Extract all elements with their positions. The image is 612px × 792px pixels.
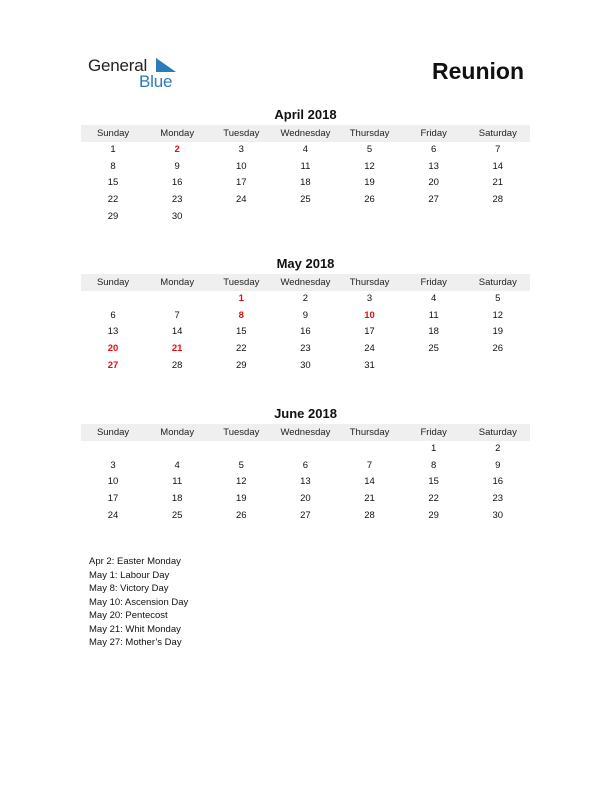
day-cell: 9	[174, 160, 180, 172]
holiday-item: Apr 2: Easter Monday	[89, 556, 181, 567]
day-cell: 11	[300, 160, 311, 172]
day-cell: 13	[300, 476, 311, 488]
day-cell: 26	[364, 194, 375, 206]
day-cell: 30	[171, 210, 183, 222]
weekday-label: Sunday	[96, 128, 130, 139]
day-cell: 23	[171, 194, 183, 206]
day-cell: 9	[495, 459, 501, 471]
day-cell: 15	[428, 476, 439, 488]
calendar-week-row	[81, 192, 530, 209]
day-cell: 5	[366, 144, 373, 155]
day-cell: 16	[171, 177, 183, 189]
day-cell: 12	[364, 160, 375, 172]
logo-text-blue: Blue	[139, 72, 173, 91]
empty-day-cell	[338, 209, 402, 226]
day-cell: 10	[107, 476, 119, 488]
holiday-day-cell: 2	[174, 144, 180, 155]
calendar-week-row	[81, 209, 530, 226]
calendar-week-row	[81, 175, 530, 192]
holiday-day-cell: 27	[107, 359, 119, 371]
empty-day-cell	[466, 358, 530, 375]
holiday-day-cell: 8	[238, 309, 244, 321]
calendar-week-row	[81, 441, 530, 458]
weekday-label: Wednesday	[280, 128, 331, 139]
day-cell: 8	[431, 459, 437, 471]
holiday-item: May 10: Ascension Day	[89, 596, 189, 608]
day-cell: 22	[236, 343, 247, 355]
day-cell: 10	[236, 160, 247, 172]
day-cell: 3	[110, 459, 116, 471]
day-cell: 4	[174, 459, 180, 471]
day-cell: 21	[364, 493, 375, 505]
day-cell: 18	[300, 177, 311, 189]
day-cell: 15	[107, 177, 119, 189]
weekday-label: Saturday	[478, 427, 517, 438]
day-cell: 6	[302, 459, 309, 471]
logo-text-general: General	[88, 56, 148, 75]
generalblue-logo	[88, 56, 188, 92]
day-cell: 1	[110, 144, 116, 155]
weekday-label: Wednesday	[280, 277, 331, 288]
empty-day-cell	[273, 441, 337, 458]
empty-day-cell	[81, 291, 145, 308]
weekday-label: Sunday	[96, 277, 130, 288]
month-june	[81, 406, 530, 524]
day-cell: 18	[171, 493, 183, 505]
weekday-label: Sunday	[96, 427, 130, 438]
day-cell: 24	[364, 343, 375, 355]
day-cell: 17	[364, 326, 375, 338]
calendar-grid	[81, 441, 530, 524]
day-cell: 27	[428, 194, 439, 206]
day-cell: 16	[492, 476, 504, 488]
month-title: June 2018	[274, 406, 337, 421]
day-cell: 7	[174, 309, 180, 321]
calendar-week-row	[81, 341, 530, 358]
day-cell: 24	[107, 509, 119, 521]
day-cell: 28	[364, 509, 375, 521]
calendar-week-row	[81, 474, 530, 491]
day-cell: 26	[492, 343, 504, 355]
month-may	[81, 256, 530, 374]
day-cell: 28	[492, 194, 504, 206]
weekday-label: Thursday	[349, 128, 390, 139]
month-april	[81, 107, 530, 225]
day-cell: 20	[428, 177, 439, 189]
day-cell: 2	[302, 293, 309, 304]
day-cell: 2	[495, 443, 501, 454]
holiday-list	[89, 555, 188, 650]
day-cell: 4	[302, 144, 309, 155]
holiday-day-cell: 20	[107, 343, 119, 355]
day-cell: 29	[428, 509, 439, 521]
month-title: April 2018	[274, 107, 337, 122]
calendar-week-row	[81, 159, 530, 176]
day-cell: 17	[236, 177, 247, 189]
day-cell: 1	[431, 443, 437, 454]
calendar-week-row	[81, 291, 530, 308]
calendar-week-row	[81, 142, 530, 159]
day-cell: 9	[302, 309, 309, 321]
weekday-label: Friday	[420, 427, 447, 438]
day-cell: 13	[428, 160, 439, 172]
day-cell: 4	[431, 293, 437, 304]
day-cell: 26	[236, 509, 247, 521]
holiday-item: May 27: Mother’s Day	[89, 637, 182, 648]
day-cell: 29	[107, 210, 119, 222]
weekday-label: Friday	[420, 128, 447, 139]
logo-triangle-icon	[156, 58, 176, 72]
day-cell: 19	[236, 493, 247, 505]
day-cell: 5	[495, 293, 501, 304]
holiday-item: May 8: Victory Day	[89, 583, 169, 594]
day-cell: 31	[364, 359, 375, 371]
day-cell: 12	[492, 309, 504, 321]
empty-day-cell	[81, 441, 145, 458]
weekday-label: Wednesday	[280, 427, 331, 438]
empty-day-cell	[466, 209, 530, 226]
day-cell: 8	[110, 160, 116, 172]
day-cell: 19	[492, 326, 504, 338]
holiday-item: May 21: Whit Monday	[89, 623, 181, 635]
day-cell: 5	[238, 459, 244, 471]
day-cell: 3	[366, 293, 373, 304]
day-cell: 16	[300, 326, 311, 338]
empty-day-cell	[273, 209, 337, 226]
calendar-grid	[81, 291, 530, 374]
day-cell: 29	[236, 359, 247, 371]
day-cell: 28	[171, 359, 183, 371]
day-cell: 21	[492, 177, 504, 189]
day-cell: 14	[171, 326, 183, 338]
empty-day-cell	[209, 209, 273, 226]
day-cell: 13	[107, 326, 119, 338]
day-cell: 27	[300, 509, 311, 521]
holiday-day-cell: 21	[171, 343, 183, 355]
day-cell: 14	[492, 160, 504, 172]
day-cell: 24	[236, 194, 247, 206]
weekday-label: Tuesday	[223, 277, 260, 288]
day-cell: 3	[238, 144, 244, 155]
weekday-label: Monday	[160, 277, 195, 288]
day-cell: 25	[171, 509, 183, 521]
empty-day-cell	[402, 358, 466, 375]
day-cell: 22	[107, 194, 119, 206]
holiday-item: May 1: Labour Day	[89, 569, 170, 581]
day-cell: 6	[110, 309, 116, 321]
empty-day-cell	[402, 209, 466, 226]
calendar-week-row	[81, 491, 530, 508]
day-cell: 7	[366, 459, 373, 471]
calendar-week-row	[81, 308, 530, 325]
day-cell: 19	[364, 177, 375, 189]
day-cell: 12	[236, 476, 247, 488]
day-cell: 6	[431, 144, 437, 155]
calendar-week-row	[81, 324, 530, 341]
country-title: Reunion	[432, 58, 524, 84]
day-cell: 30	[300, 359, 311, 371]
day-cell: 22	[428, 493, 439, 505]
day-cell: 30	[492, 509, 504, 521]
weekday-label: Thursday	[349, 427, 390, 438]
day-cell: 25	[428, 343, 439, 355]
holiday-item: May 20: Pentecost	[89, 610, 168, 621]
empty-day-cell	[145, 441, 209, 458]
calendar-grid	[81, 142, 530, 225]
empty-day-cell	[209, 441, 273, 458]
day-cell: 17	[107, 493, 119, 505]
holiday-day-cell: 1	[238, 293, 244, 304]
day-cell: 23	[492, 493, 504, 505]
empty-day-cell	[145, 291, 209, 308]
day-cell: 14	[364, 476, 375, 488]
weekday-label: Saturday	[478, 277, 517, 288]
day-cell: 20	[300, 493, 311, 505]
holiday-day-cell: 10	[364, 309, 375, 321]
weekday-header	[81, 274, 530, 291]
weekday-label: Monday	[160, 128, 195, 139]
empty-day-cell	[338, 441, 402, 458]
weekday-label: Monday	[160, 427, 195, 438]
calendar-week-row	[81, 458, 530, 475]
day-cell: 18	[428, 326, 439, 338]
month-title: May 2018	[276, 256, 335, 271]
day-cell: 23	[300, 343, 311, 355]
weekday-label: Thursday	[349, 277, 390, 288]
weekday-header	[81, 424, 530, 441]
weekday-label: Tuesday	[223, 128, 260, 139]
day-cell: 11	[428, 309, 439, 321]
calendar-week-row	[81, 358, 530, 375]
weekday-header	[81, 125, 530, 142]
day-cell: 15	[236, 326, 247, 338]
calendar-week-row	[81, 508, 530, 525]
day-cell: 25	[300, 194, 311, 206]
weekday-label: Friday	[420, 277, 447, 288]
day-cell: 7	[495, 144, 501, 155]
weekday-label: Tuesday	[223, 427, 260, 438]
weekday-label: Saturday	[478, 128, 517, 139]
day-cell: 11	[172, 476, 183, 488]
